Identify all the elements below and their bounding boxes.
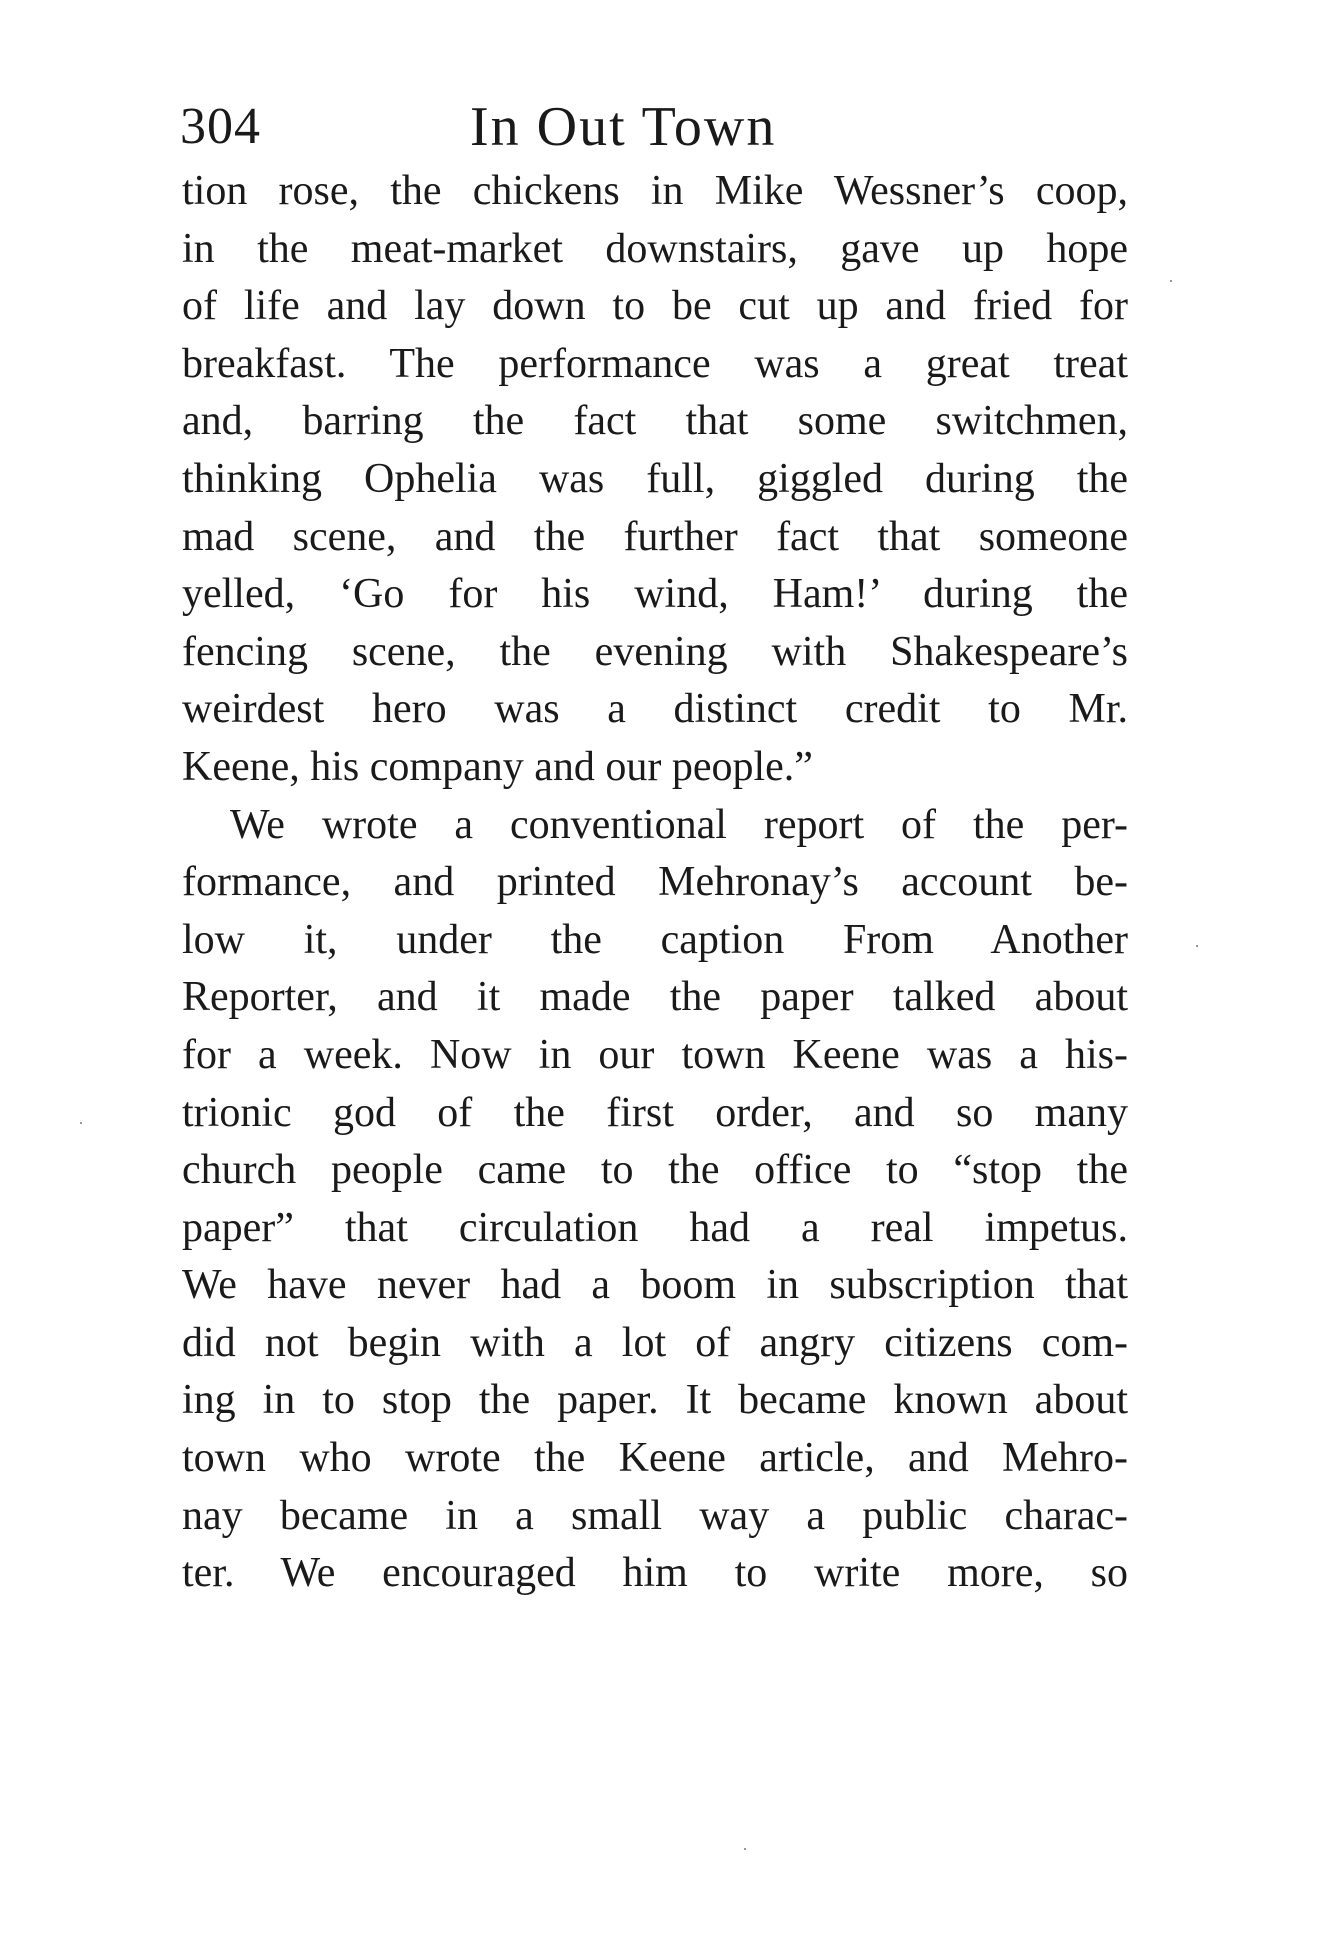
text-line: town who wrote the Keene article, and Mehro- [182,1435,1128,1482]
text-line: for a week. Now in our town Keene was a his- [182,1031,1128,1078]
scan-speck [1170,280,1172,282]
text-line: mad scene, and the further fact that someone [182,513,1128,560]
text-line: formance, and printed Mehronay’s account be- [182,859,1128,906]
text-line: We wrote a conventional report of the per- [230,801,1128,848]
text-line: We have never had a boom in subscription that [182,1262,1128,1309]
scan-speck [1196,945,1198,947]
text-line: weirdest hero was a distinct credit to Mr. [182,686,1128,733]
text-line: Keene, his company and our people.” [182,743,813,790]
text-line: did not begin with a lot of angry citizens com- [182,1319,1128,1366]
text-line: ter. We encouraged him to write more, so [182,1550,1128,1597]
text-line: trionic god of the first order, and so many [182,1089,1128,1136]
book-title: In Out Town [470,96,777,158]
paragraph-continuation [182,163,1128,797]
text-line: of life and lay down to be cut up and fried for [182,283,1128,330]
scan-speck [80,1122,82,1124]
text-line: breakfast. The performance was a great treat [182,340,1128,387]
text-line: church people came to the office to “stop the [182,1147,1128,1194]
text-line: fencing scene, the evening with Shakespeare’s [182,628,1128,675]
text-line: thinking Ophelia was full, giggled during the [182,455,1128,502]
text-line: yelled, ‘Go for his wind, Ham!’ during the [182,571,1128,618]
paragraph [182,797,1128,1603]
text-line: low it, under the caption From Another [182,916,1128,963]
text-line: Reporter, and it made the paper talked about [182,974,1128,1021]
text-line: in the meat-market downstairs, gave up hope [182,225,1128,272]
text-line: and, barring the fact that some switchmen, [182,398,1128,445]
text-line: nay became in a small way a public charac- [182,1492,1128,1539]
text-line: tion rose, the chickens in Mike Wessner’s coop, [182,168,1128,214]
text-line: ing in to stop the paper. It became known about [182,1377,1128,1424]
running-head [180,92,1126,162]
body-text [182,163,1128,1603]
scan-speck [744,1848,746,1850]
text-line: paper” that circulation had a real impetus. [182,1204,1128,1251]
page-number: 304 [180,98,261,155]
